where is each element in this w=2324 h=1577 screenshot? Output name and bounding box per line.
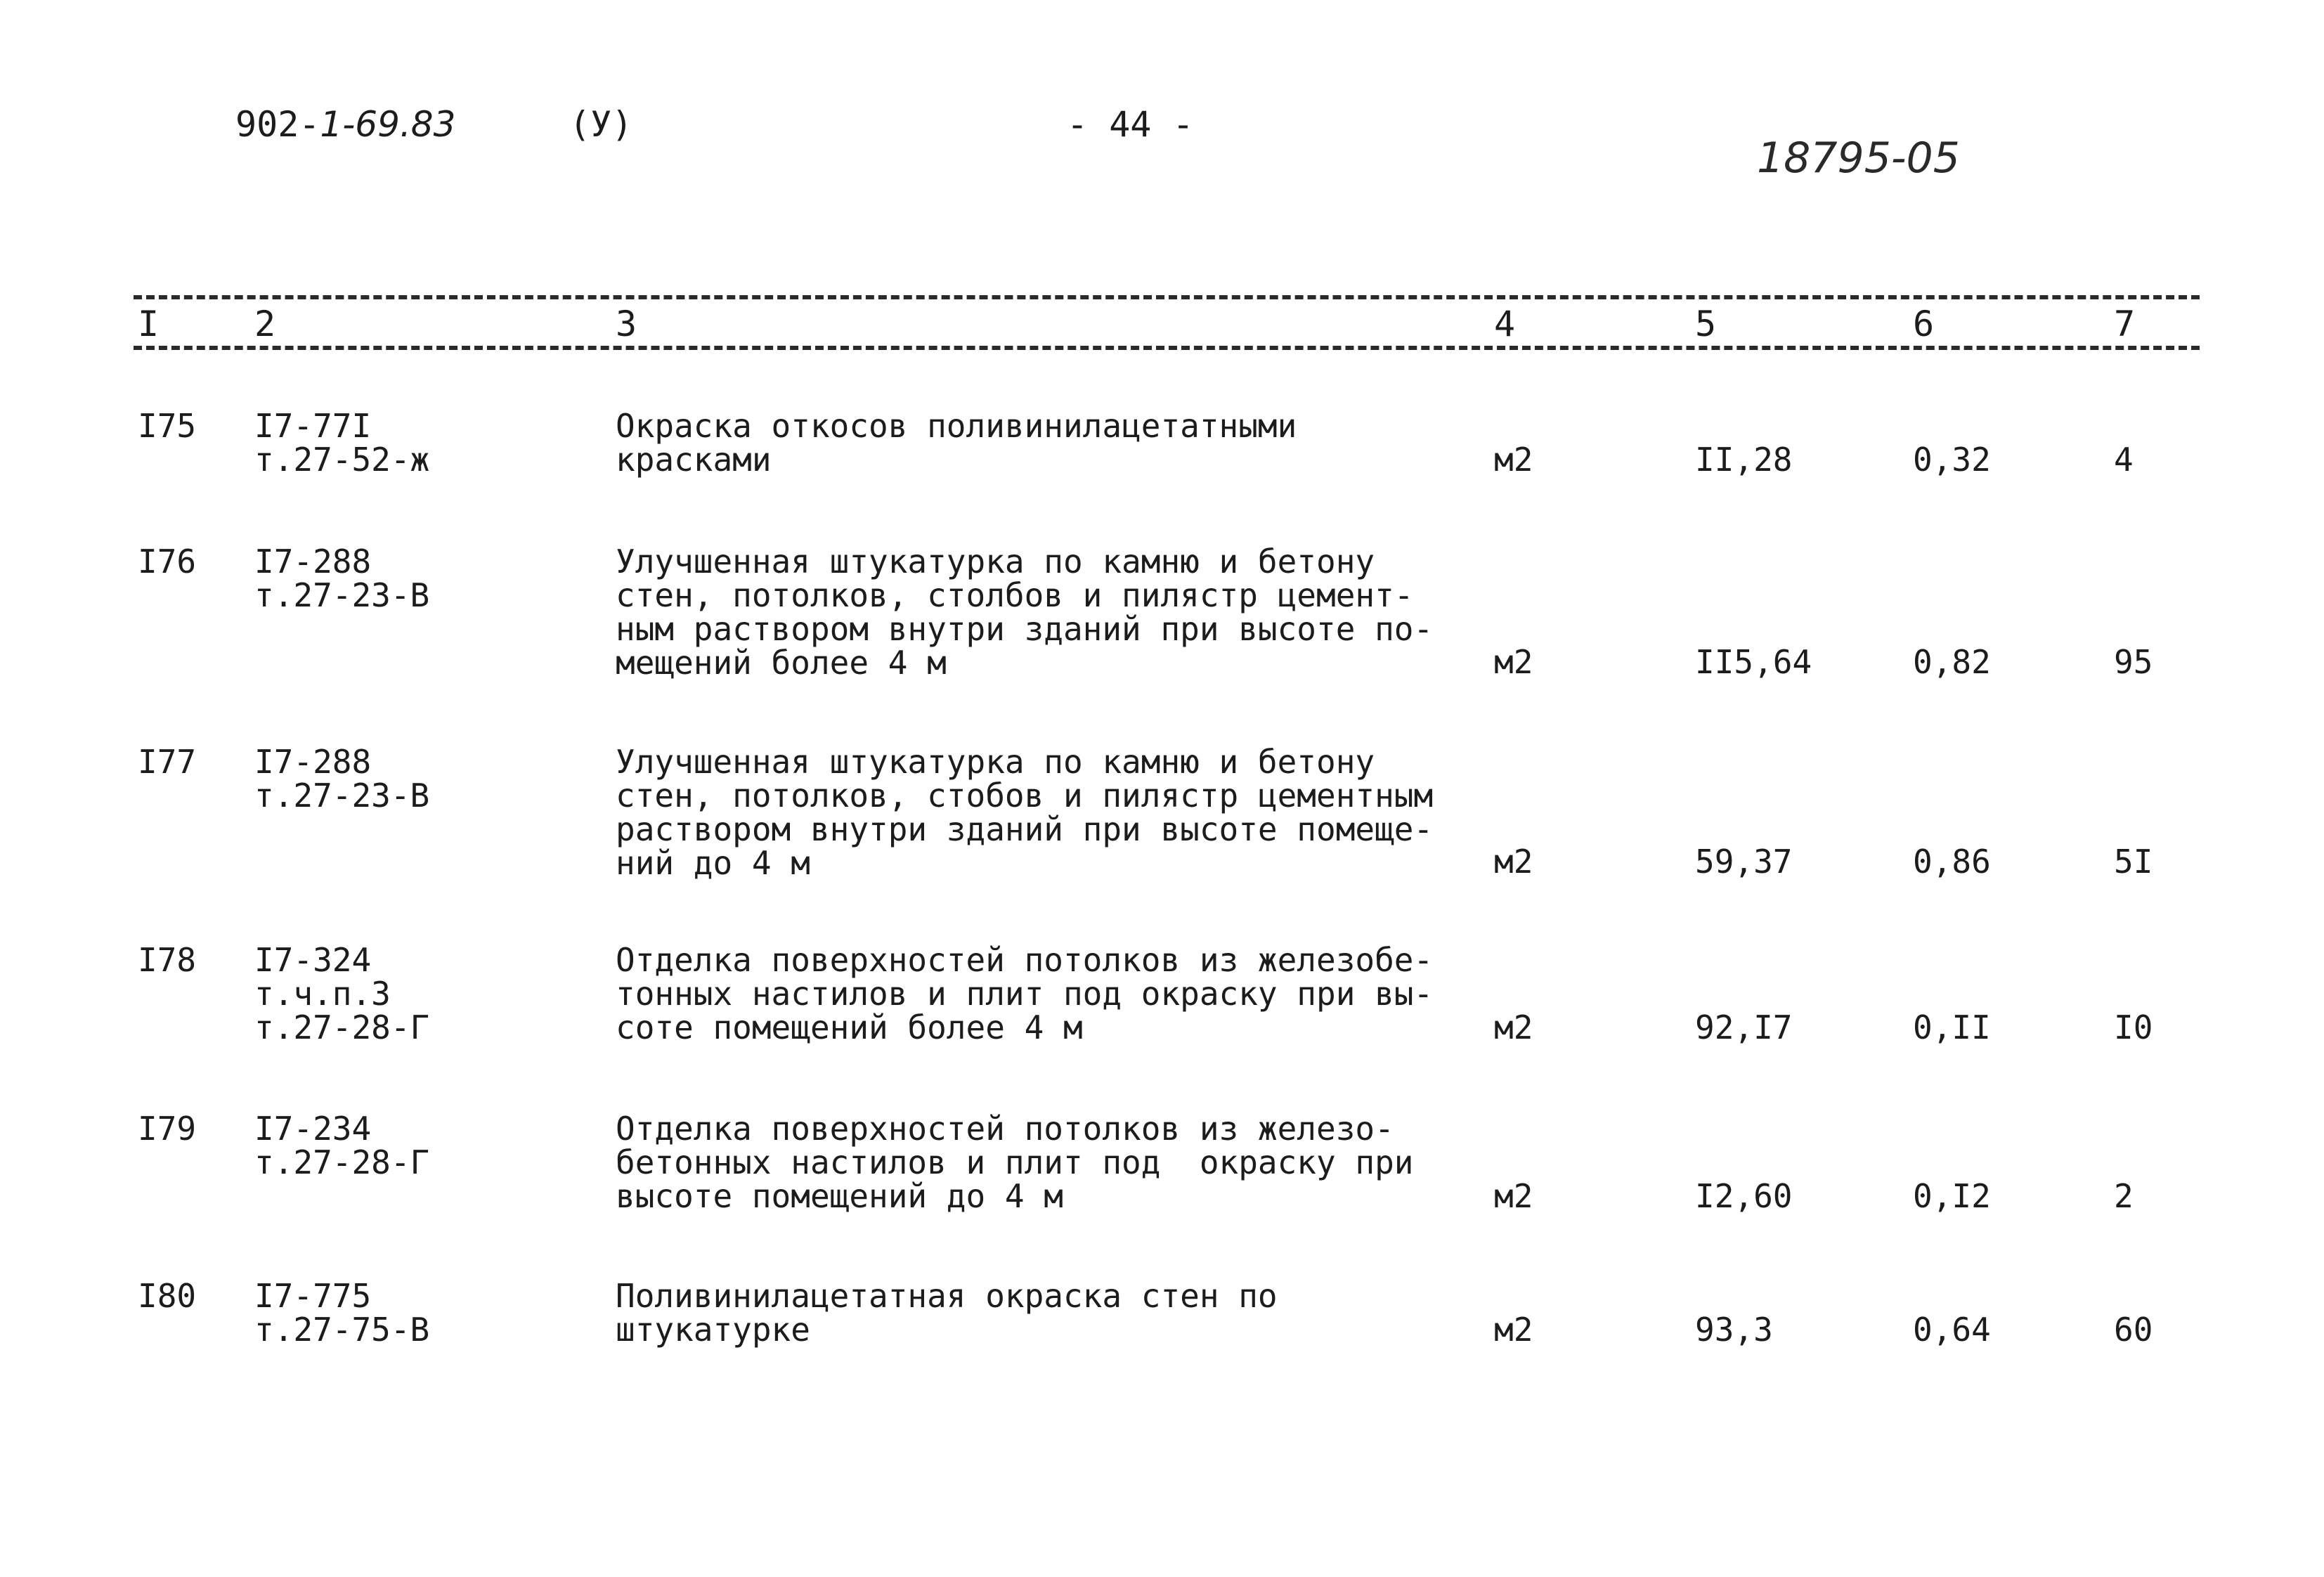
- description-line: штукатурке: [616, 1311, 810, 1349]
- description-line: бетонных настилов и плит под окраску при: [616, 1143, 1414, 1181]
- row-quantity: II,28: [1695, 441, 1793, 479]
- row-number: I77: [138, 743, 197, 781]
- row-quantity: 93,3: [1695, 1311, 1773, 1349]
- row-total: 95: [2114, 643, 2153, 681]
- description-line: высоте помещений до 4 м: [616, 1177, 1063, 1215]
- description-line: соте помещений более 4 м: [616, 1008, 1083, 1046]
- row-unit: м2: [1494, 441, 1533, 479]
- description-line: стен, потолков, стобов и пилястр цементным: [616, 777, 1434, 815]
- row-description: [616, 545, 1433, 680]
- row-code: [254, 943, 429, 1044]
- row-quantity: 59,37: [1695, 843, 1793, 881]
- code-line: I7-775: [254, 1277, 372, 1315]
- column-number-4: 4: [1494, 304, 1516, 344]
- row-total: 5I: [2114, 843, 2153, 881]
- code-line: т.27-75-В: [254, 1311, 430, 1349]
- row-code: [254, 545, 429, 612]
- row-quantity: I2,60: [1695, 1177, 1793, 1215]
- row-description: [616, 1277, 1278, 1349]
- row-unit: м2: [1494, 1177, 1533, 1215]
- row-number: I78: [138, 941, 197, 979]
- column-number-2: 2: [254, 304, 276, 344]
- description-line: красками: [616, 441, 772, 479]
- row-description: [616, 1112, 1413, 1213]
- row-quantity: II5,64: [1695, 643, 1812, 681]
- row-code: [254, 1112, 429, 1179]
- description-line: Улучшенная штукатурка по камню и бетону: [616, 543, 1375, 580]
- row-description: [616, 745, 1433, 880]
- document-code-printed: 902-: [235, 104, 320, 145]
- code-line: т.27-28-Г: [254, 1008, 430, 1046]
- code-line: I7-324: [254, 941, 372, 979]
- code-line: т.27-52-ж: [254, 441, 430, 479]
- code-line: I7-288: [254, 543, 372, 580]
- row-norm: 0,II: [1913, 1008, 1991, 1046]
- row-code: [254, 1277, 430, 1349]
- row-description: [616, 943, 1433, 1044]
- row-description: [616, 407, 1297, 479]
- description-line: мещений более 4 м: [616, 644, 947, 682]
- row-norm: 0,I2: [1913, 1177, 1991, 1215]
- description-line: Поливинилацетатная окраска стен по: [616, 1277, 1278, 1315]
- row-unit: м2: [1494, 1311, 1533, 1349]
- row-total: 2: [2114, 1177, 2134, 1215]
- column-number-5: 5: [1695, 304, 1717, 344]
- description-line: Улучшенная штукатурка по камню и бетону: [616, 743, 1375, 781]
- code-line: т.27-28-Г: [254, 1143, 430, 1181]
- row-total: I0: [2114, 1008, 2153, 1046]
- row-number: I79: [138, 1110, 197, 1148]
- column-number-1: I: [138, 304, 160, 344]
- column-number-6: 6: [1913, 304, 1935, 344]
- row-total: 60: [2114, 1311, 2153, 1349]
- row-unit: м2: [1494, 1008, 1533, 1046]
- document-mark: (У): [569, 104, 633, 145]
- row-quantity: 92,I7: [1695, 1008, 1793, 1046]
- description-line: тонных настилов и плит под окраску при вы-: [616, 975, 1434, 1013]
- document-code: [235, 104, 455, 145]
- description-line: стен, потолков, столбов и пилястр цемент-: [616, 576, 1414, 614]
- row-code: [254, 743, 430, 815]
- row-norm: 0,86: [1913, 843, 1991, 881]
- document-code-handwritten: 1-69.83: [320, 104, 456, 145]
- page-number: - 44 -: [1067, 104, 1194, 145]
- row-unit: м2: [1494, 843, 1533, 881]
- row-number: I76: [138, 543, 197, 580]
- code-line: т.27-23-В: [254, 777, 430, 815]
- code-line: I7-77I: [254, 407, 372, 445]
- description-line: раствором внутри зданий при высоте помеще-: [616, 810, 1434, 848]
- code-line: I7-288: [254, 743, 372, 781]
- description-line: ний до 4 м: [616, 844, 810, 882]
- code-line: т.ч.п.3: [254, 975, 391, 1013]
- code-line: I7-234: [254, 1110, 372, 1148]
- description-line: ным раствором внутри зданий при высоте по-: [616, 610, 1434, 648]
- table-top-rule: [134, 295, 2200, 299]
- row-norm: 0,64: [1913, 1311, 1991, 1349]
- description-line: Окраска откосов поливинилацетатными: [616, 407, 1297, 445]
- registration-number: 18795-05: [1757, 134, 1960, 183]
- row-total: 4: [2114, 441, 2134, 479]
- row-norm: 0,32: [1913, 441, 1991, 479]
- row-number: I80: [138, 1277, 197, 1315]
- description-line: Отделка поверхностей потолков из железо-: [616, 1110, 1394, 1148]
- row-code: [254, 407, 430, 479]
- row-unit: м2: [1494, 643, 1533, 681]
- column-number-3: 3: [616, 304, 637, 344]
- code-line: т.27-23-В: [254, 576, 430, 614]
- table-header-rule: [134, 346, 2200, 350]
- row-norm: 0,82: [1913, 643, 1991, 681]
- description-line: Отделка поверхностей потолков из железобе-: [616, 941, 1434, 979]
- column-number-7: 7: [2114, 304, 2136, 344]
- row-number: I75: [138, 407, 197, 445]
